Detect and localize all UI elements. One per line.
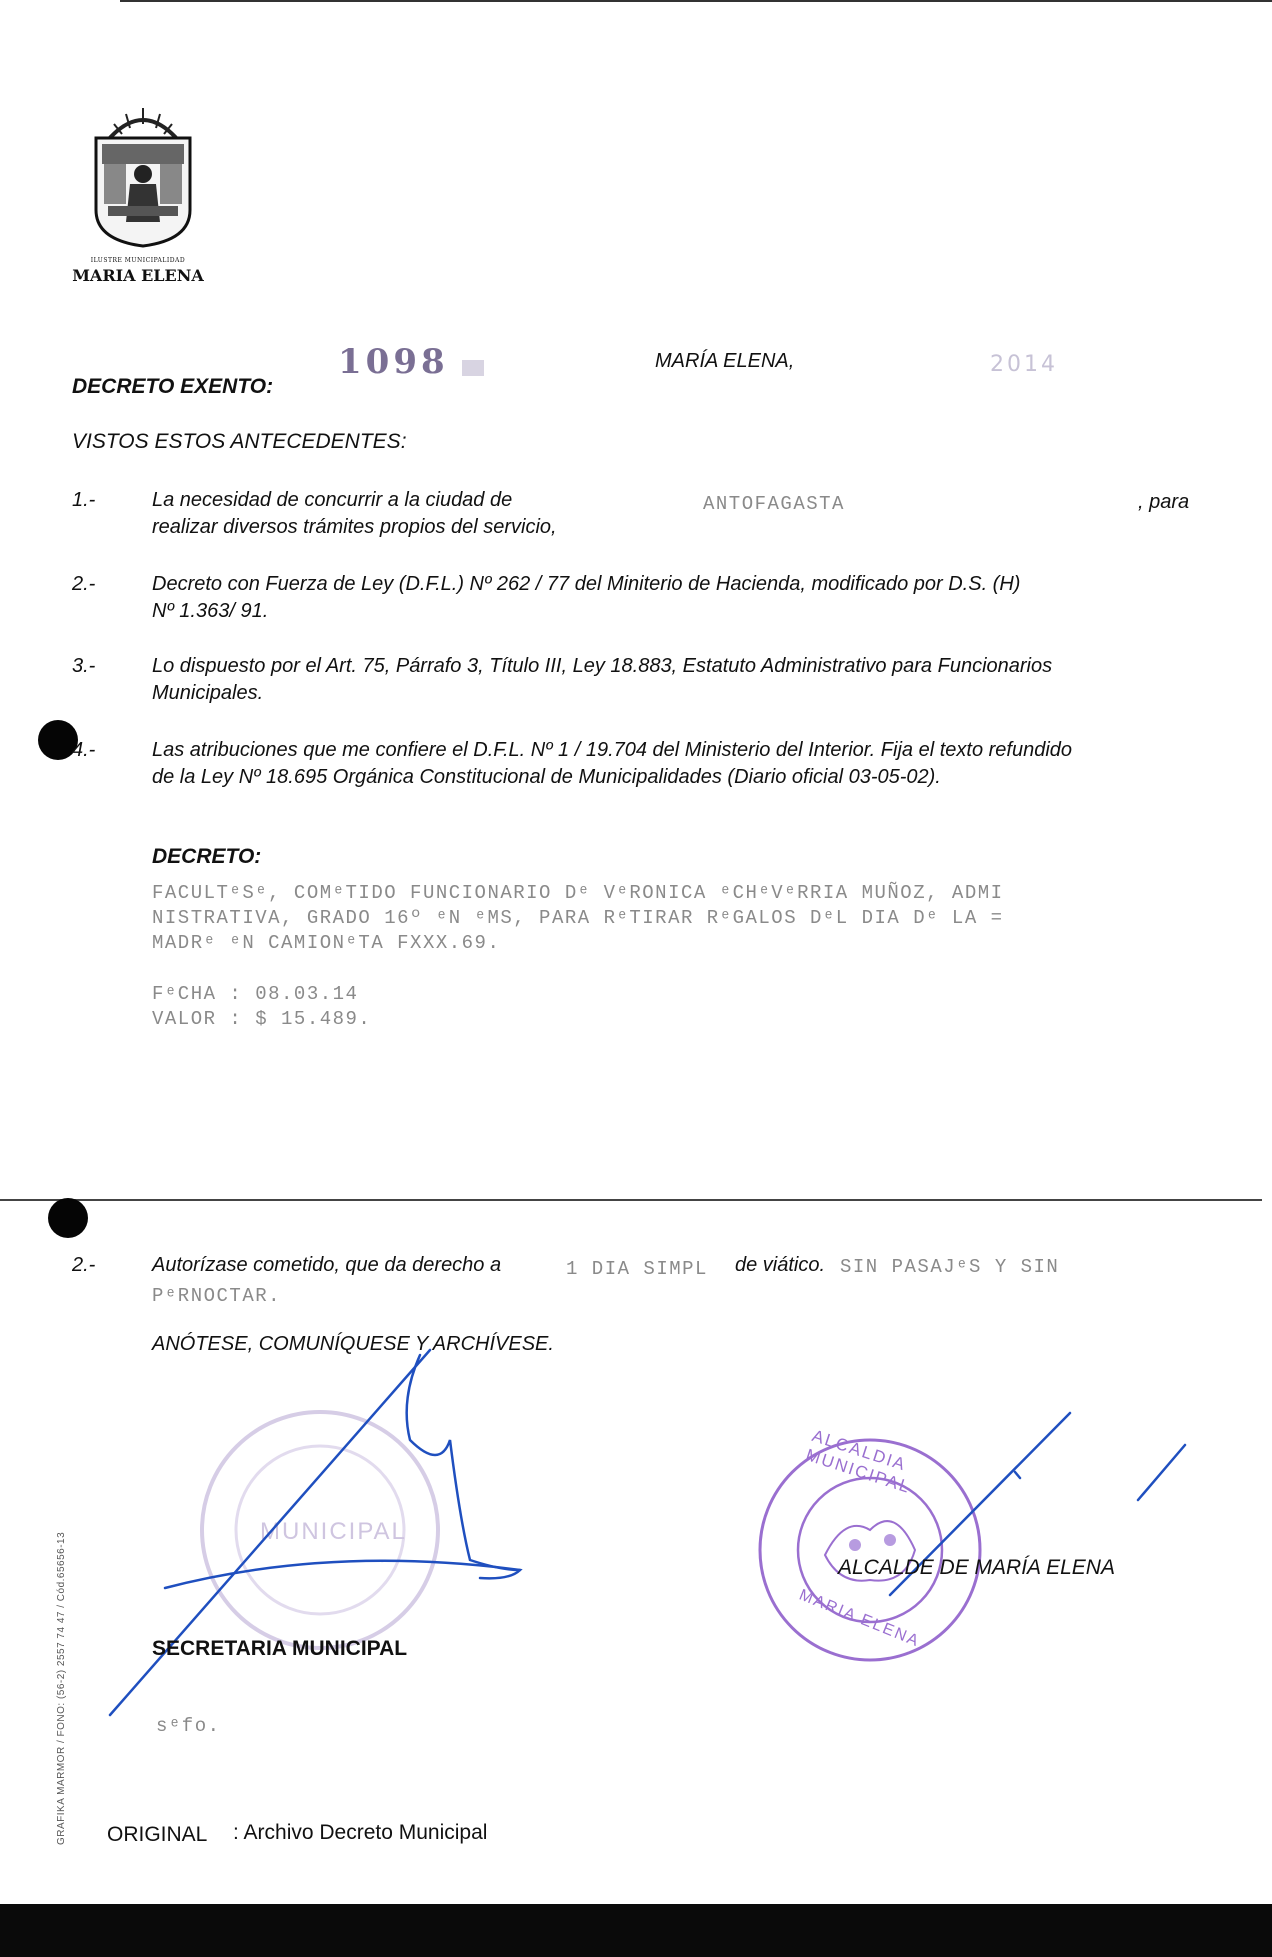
second-item-typed-c: PᵉRNOCTAR. bbox=[152, 1285, 282, 1307]
logo-small-text: ILUSTRE MUNICIPALIDAD bbox=[90, 257, 186, 264]
decreto-typed-line-2: NISTRATIVA, GRADO 16º ᵉN ᵉMS, PARA RᵉTIRAR RᵉGALOS DᵉL DIA Dᵉ LA = bbox=[152, 907, 1004, 929]
second-item-number: 2.- bbox=[72, 1254, 96, 1276]
vistos-item-2-line1: Decreto con Fuerza de Ley (D.F.L.) Nº 262 / 77 del Miniterio de Hacienda, modificado por D.S. (H) bbox=[152, 573, 1021, 595]
vistos-item-2-number: 2.- bbox=[72, 573, 96, 595]
signature-right-label: ALCALDE DE MARÍA ELENA bbox=[838, 1556, 1115, 1579]
vistos-item-1-line1-end: , para bbox=[1138, 491, 1190, 513]
side-printer-mark: GRAFIKA MARMOR / FONO: (56-2) 2557 74 47 / Cód.65656-13 bbox=[56, 1531, 67, 1845]
decree-stamp-number: 1098 bbox=[338, 342, 449, 382]
decreto-fecha: FᵉCHA : 08.03.14 bbox=[152, 983, 359, 1005]
left-seal-text: MUNICIPAL bbox=[260, 1518, 407, 1545]
vistos-item-1-line2: realizar diversos trámites propios del servicio, bbox=[152, 516, 557, 538]
signature-left-label: SECRETARIA MUNICIPAL bbox=[152, 1637, 408, 1660]
second-item-typed-b: SIN PASAJᵉS Y SIN bbox=[840, 1256, 1060, 1278]
vistos-item-3-number: 3.- bbox=[72, 655, 96, 677]
vistos-item-1-line1: La necesidad de concurrir a la ciudad de bbox=[152, 489, 513, 511]
vistos-item-3-line2: Municipales. bbox=[152, 682, 264, 704]
second-item-text-a: Autorízase cometido, que da derecho a bbox=[152, 1254, 502, 1276]
right-seal-top-text: ALCALDIA MUNICIPAL bbox=[803, 1426, 914, 1498]
decree-stamp-year: 2014 bbox=[990, 352, 1058, 377]
closing-formula: ANÓTESE, COMUNÍQUESE Y ARCHÍVESE. bbox=[152, 1333, 554, 1355]
decree-place: MARÍA ELENA, bbox=[655, 350, 795, 372]
second-item-text-b: de viático. bbox=[735, 1254, 826, 1276]
vistos-item-2-line2: Nº 1.363/ 91. bbox=[152, 600, 269, 622]
decree-label: DECRETO EXENTO: bbox=[72, 375, 274, 398]
logo-name: MARIA ELENA bbox=[72, 266, 204, 285]
vistos-item-4-line1: Las atribuciones que me confiere el D.F.L. Nº 1 / 19.704 del Ministerio del Interior. Fija el texto refundido bbox=[152, 739, 1073, 761]
vistos-item-4-line2: de la Ley Nº 18.695 Orgánica Constitucional de Municipalidades (Diario oficial 03-05-02). bbox=[152, 766, 941, 788]
vistos-item-4-number: 4.- bbox=[72, 739, 96, 761]
initials: sᵉfo. bbox=[156, 1715, 221, 1737]
footer-original-label: ORIGINAL bbox=[107, 1823, 208, 1846]
vistos-item-3-line1: Lo dispuesto por el Art. 75, Párrafo 3, Título III, Ley 18.883, Estatuto Administrativo para Funcionarios bbox=[152, 655, 1053, 677]
vistos-item-1-city: ANTOFAGASTA bbox=[703, 493, 845, 515]
decreto-typed-line-1: FACULTᵉSᵉ, COMᵉTIDO FUNCIONARIO Dᵉ VᵉRONICA ᵉCHᵉVᵉRRIA MUÑOZ, ADMI bbox=[152, 882, 1004, 904]
footer-original-value: : Archivo Decreto Municipal bbox=[233, 1821, 488, 1844]
decreto-valor: VALOR : $ 15.489. bbox=[152, 1008, 372, 1030]
right-seal-bottom-text: MARIA ELENA bbox=[796, 1586, 923, 1651]
second-item-typed-a: 1 DIA SIMPL bbox=[566, 1258, 708, 1280]
vistos-heading: VISTOS ESTOS ANTECEDENTES: bbox=[72, 430, 407, 453]
vistos-item-1-number: 1.- bbox=[72, 489, 96, 511]
decreto-typed-line-3: MADRᵉ ᵉN CAMIONᵉTA FXXX.69. bbox=[152, 932, 501, 954]
decreto-heading: DECRETO: bbox=[152, 845, 262, 868]
